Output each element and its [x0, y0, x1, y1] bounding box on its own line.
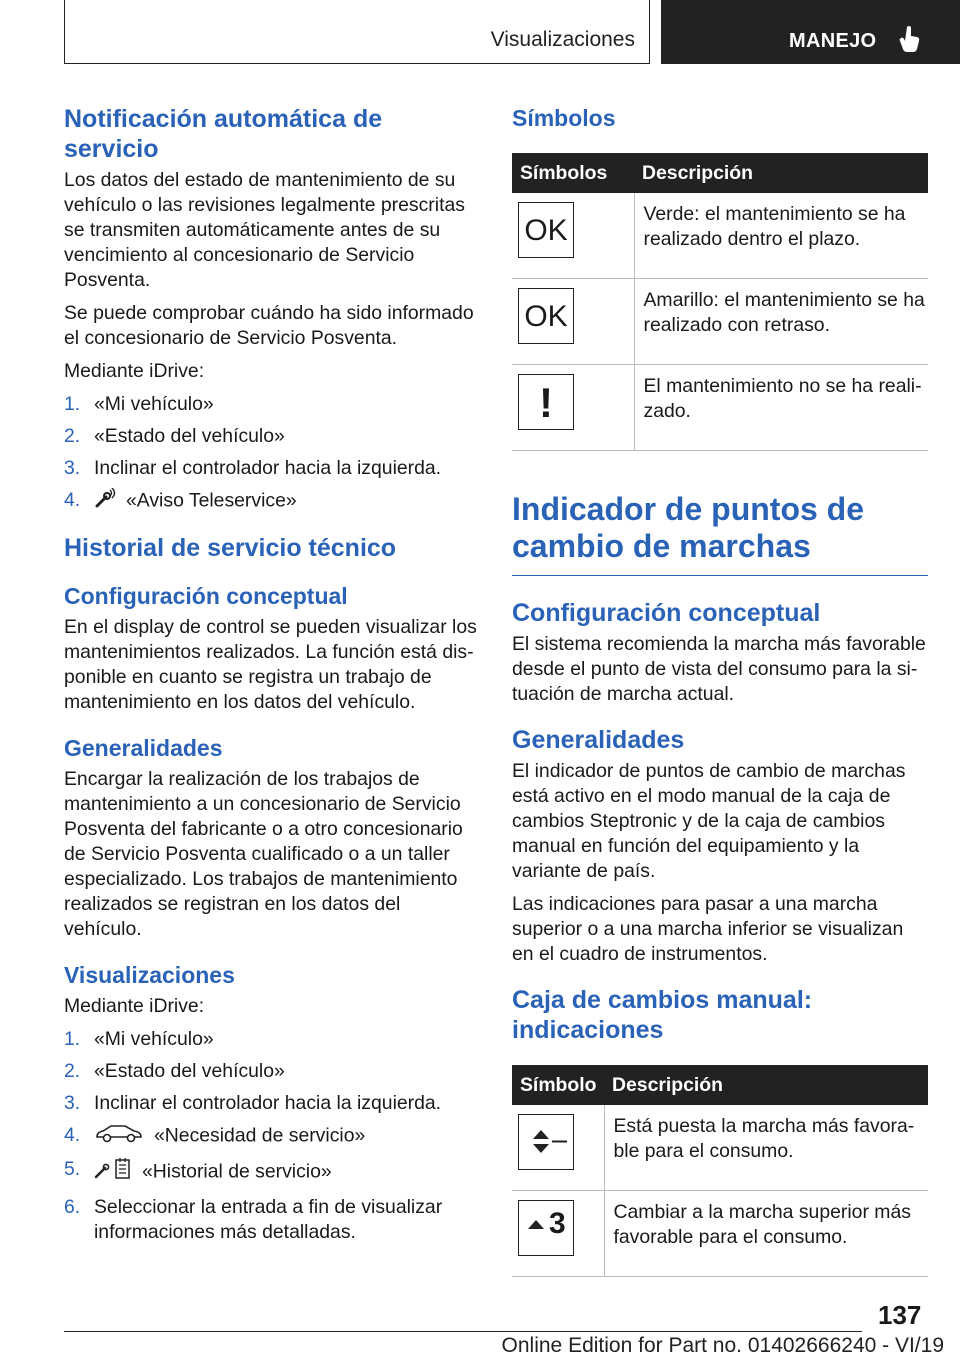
step-text: «Mi vehículo»	[94, 393, 214, 415]
history-heading: Historial de servicio técnico	[64, 534, 397, 562]
list-item	[64, 488, 480, 515]
step-number: 6.	[64, 1196, 81, 1218]
table-header-row	[512, 153, 928, 193]
step-text: «Necesidad de servicio»	[154, 1124, 366, 1147]
notification-steps	[64, 392, 480, 515]
description-cell: Cambiar a la marcha superior más favorable para el consumo.	[604, 1191, 928, 1277]
list-item	[64, 424, 480, 449]
service-history-icon	[94, 1157, 132, 1188]
section-tab-label: Visualizaciones	[490, 28, 635, 51]
step-number: 3.	[64, 457, 81, 479]
optimal-gear-icon	[518, 1114, 574, 1170]
shift-concept-paragraph: El sistema recomienda la marcha más favorable desde el punto de vista del consumo para la situación de marcha actual.	[512, 633, 926, 705]
visualizations-paragraph: Mediante iDrive:	[64, 995, 205, 1017]
list-item	[64, 1091, 480, 1116]
step-text: «Estado del vehículo»	[94, 1060, 285, 1082]
table-header-description: Descripción	[634, 153, 928, 193]
table-row	[512, 193, 928, 279]
manual-gearbox-table	[512, 1065, 928, 1277]
footer-divider	[64, 1331, 862, 1332]
step-number: 5.	[64, 1158, 81, 1180]
notification-paragraph-2: Se puede comprobar cuándo ha sido informado el concesionario de Servicio Posventa.	[64, 302, 474, 349]
ok-yellow-icon	[518, 288, 574, 344]
concept-paragraph: En el display de control se pueden visualizar los mantenimientos realizados. La función está disponible en cuanto se registra un trabajo de mantenimiento en los datos del vehículo.	[64, 616, 477, 713]
list-item	[64, 1059, 480, 1084]
chapter-tab	[661, 0, 960, 64]
step-number: 1.	[64, 393, 81, 415]
shift-indicator-heading: Indicador de puntos de cambio de marchas	[512, 491, 865, 564]
notification-heading: Notificación automática de servicio	[64, 105, 383, 163]
symbol-cell	[512, 279, 634, 365]
exclamation-icon	[518, 374, 574, 430]
shift-up-3-icon	[518, 1200, 574, 1256]
step-number: 4.	[64, 1124, 81, 1146]
symbols-table	[512, 153, 928, 451]
shift-general-paragraph-1: El indicador de puntos de cambio de marchas está activo en el modo manual de la caja de cambios Steptronic y de la caja de cambios manual en función del equipamiento y la variante de país.	[512, 760, 906, 882]
step-text: Inclinar el controlador hacia la izquierda.	[94, 1092, 442, 1114]
footer-edition: Online Edition for Part no. 01402666240 - VI/19	[501, 1334, 944, 1357]
general-paragraph: Encargar la realización de los trabajos de mantenimiento a un concesionario de Servicio Posventa del fabricante o a otro concesionario de Servicio Posventa cualificado o a un taller especializado. Los trabajos de mantenimiento realizados se registran en los datos del vehículo.	[64, 768, 463, 940]
heading-divider	[512, 575, 928, 576]
visualizations-heading: Visualizaciones	[64, 962, 235, 988]
ok-symbol-text: OK	[524, 299, 568, 333]
table-row	[512, 279, 928, 365]
step-number: 3.	[64, 1092, 81, 1114]
chapter-tab-label: MANEJO	[789, 30, 877, 52]
step-number: 1.	[64, 1028, 81, 1050]
step-number: 2.	[64, 1060, 81, 1082]
shift-concept-heading: Configuración conceptual	[512, 599, 821, 627]
symbol-cell	[512, 193, 634, 279]
notification-paragraph-1: Los datos del estado de mantenimiento de su vehículo o las revisiones legalmente prescritas se transmiten automáticamente antes de su vencimiento al concesionario de Servicio Posventa.	[64, 169, 465, 291]
table-header-symbol: Símbolo	[512, 1065, 604, 1105]
wrench-signal-icon	[94, 488, 116, 515]
table-header-row	[512, 1065, 928, 1105]
shift-general-heading: Generalidades	[512, 726, 685, 754]
list-item	[64, 1157, 480, 1188]
step-text: Inclinar el controlador hacia la izquierda.	[94, 457, 442, 479]
gear-digit: 3	[549, 1207, 566, 1240]
section-tab	[64, 0, 650, 64]
description-cell: Amarillo: el mantenimiento se ha realizado con retraso.	[634, 279, 928, 365]
list-item	[64, 1123, 480, 1150]
ok-green-icon	[518, 202, 574, 258]
symbol-cell	[512, 1105, 604, 1191]
concept-heading: Configuración conceptual	[64, 583, 348, 609]
list-item	[64, 456, 480, 481]
step-text: «Aviso Teleservice»	[126, 489, 297, 512]
page-number: 137	[878, 1300, 922, 1330]
manual-gearbox-heading: Caja de cambios manual: indicaciones	[512, 986, 813, 1044]
step-number: 2.	[64, 425, 81, 447]
shift-general-paragraph-2: Las indicaciones para pasar a una marcha superior o a una marcha inferior se visualizan en el cuadro de instrumentos.	[512, 893, 904, 965]
description-cell: El mantenimiento no se ha realizado.	[634, 365, 928, 451]
right-column	[512, 100, 928, 1277]
hand-pointer-icon	[899, 25, 923, 58]
description-cell: Verde: el mantenimiento se ha realizado dentro el plazo.	[634, 193, 928, 279]
general-heading: Generalidades	[64, 735, 223, 761]
step-number: 4.	[64, 489, 81, 511]
description-cell: Está puesta la marcha más favorable para el consumo.	[604, 1105, 928, 1191]
symbols-heading: Símbolos	[512, 105, 616, 131]
car-outline-icon	[94, 1123, 144, 1150]
list-item	[64, 1027, 480, 1052]
list-item	[64, 1195, 480, 1245]
list-item	[64, 392, 480, 417]
table-row	[512, 1105, 928, 1191]
left-column	[64, 100, 480, 1252]
symbol-cell	[512, 1191, 604, 1277]
notification-paragraph-3: Mediante iDrive:	[64, 360, 205, 382]
table-row	[512, 365, 928, 451]
table-header-symbols: Símbolos	[512, 153, 634, 193]
step-text: «Historial de servicio»	[142, 1160, 332, 1183]
visualization-steps	[64, 1027, 480, 1245]
step-text: «Mi vehículo»	[94, 1028, 214, 1050]
symbol-cell	[512, 365, 634, 451]
table-row	[512, 1191, 928, 1277]
step-text: «Estado del vehículo»	[94, 425, 285, 447]
exclamation-symbol-text: !	[539, 378, 553, 426]
table-header-description: Descripción	[604, 1065, 928, 1105]
ok-symbol-text: OK	[524, 213, 568, 247]
step-text: Seleccionar la entrada a fin de visualizar informaciones más detalladas.	[94, 1196, 443, 1243]
